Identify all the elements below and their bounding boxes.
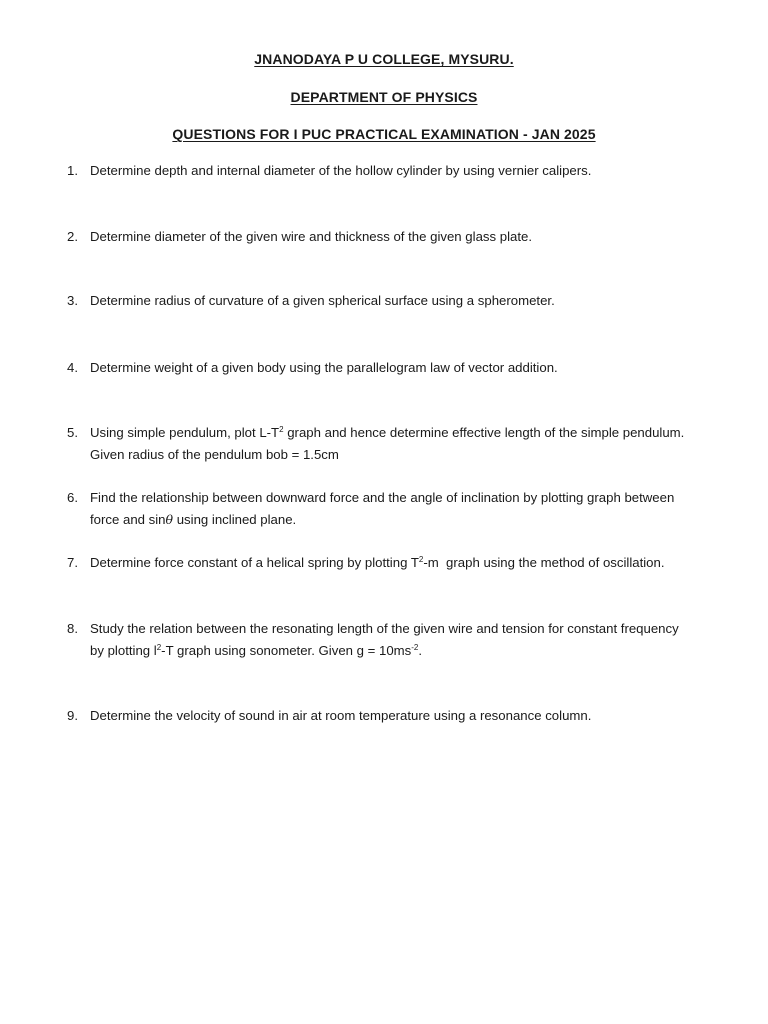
- question-3: [67, 290, 727, 312]
- college-name: JNANODAYA P U COLLEGE, MYSURU.: [254, 51, 514, 67]
- question-1: [67, 160, 727, 182]
- question-4: [67, 357, 727, 379]
- question-text: Study the relation between the resonating length of the given wire and tension for constant frequency: [90, 621, 679, 636]
- question-number: 8.: [67, 621, 78, 636]
- question-number: 3.: [67, 293, 78, 308]
- question-text-line-2: by plotting $l^2-T$ graph using sonometer. Given $g = 10ms^{-2}$.: [90, 642, 423, 658]
- question-number: 7.: [67, 555, 78, 570]
- question-text: Determine diameter of the given wire and thickness of the given glass plate.: [90, 229, 533, 244]
- question-text: Determine depth and internal diameter of the hollow cylinder by using vernier calipers.: [90, 163, 592, 178]
- question-text-line-2: Given radius of the pendulum bob = 1.5cm: [90, 446, 339, 462]
- theta-symbol: θ: [165, 511, 174, 527]
- question-text: Determine the velocity of sound in air at room temperature using a resonance column.: [90, 708, 592, 723]
- question-number: 2.: [67, 229, 78, 244]
- question-7: [67, 552, 727, 574]
- question-text: Determine radius of curvature of a given spherical surface using a spherometer.: [90, 293, 555, 308]
- question-8: [67, 618, 727, 661]
- exam-title: QUESTIONS FOR I PUC PRACTICAL EXAMINATION - JAN 2025: [172, 126, 596, 142]
- department-name: DEPARTMENT OF PHYSICS: [290, 89, 478, 105]
- question-text: Using simple pendulum, plot $L-T^2$ graph and hence determine effective length of the simple pendulum.: [90, 425, 685, 440]
- question-text: Determine force constant of a helical spring by plotting $T^2-m$ graph using the method of oscillation.: [90, 555, 665, 570]
- question-number: 6.: [67, 490, 78, 505]
- question-number: 1.: [67, 163, 78, 178]
- question-text: Determine weight of a given body using the parallelogram law of vector addition.: [90, 360, 558, 375]
- question-2: [67, 226, 727, 248]
- question-9: [67, 705, 727, 727]
- question-text-line-2: force and sinθ using inclined plane.: [90, 511, 297, 527]
- question-number: 5.: [67, 425, 78, 440]
- question-5: [67, 422, 727, 465]
- question-number: 9.: [67, 708, 78, 723]
- question-6: [67, 487, 727, 530]
- question-number: 4.: [67, 360, 78, 375]
- question-text: Find the relationship between downward force and the angle of inclination by plotting graph between: [90, 490, 675, 505]
